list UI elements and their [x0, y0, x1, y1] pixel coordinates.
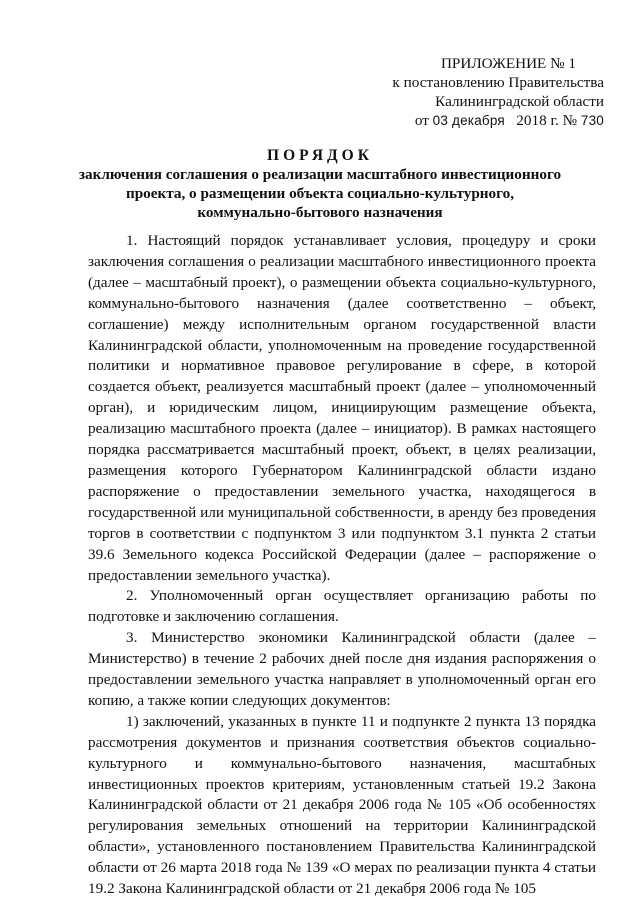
date-value: 03 декабря — [432, 113, 505, 128]
date-prefix: от — [414, 112, 429, 129]
date-year: 2018 г. — [516, 112, 559, 129]
number-prefix: № — [562, 112, 578, 129]
document-heading — [60, 146, 580, 222]
paragraph-3-item-1: 1) заключений, указанных в пункте 11 и подпункте 2 пункта 13 порядка рассмотрения документов и признания соответствия объектов социально-культурного и коммунально-бытового назначения, масштабных инвестиционных проектов критериям, установленным статьей 19.2 Закона Калининградской области от 21 декабря 2006 года № 105 «Об особенностях регулирования земельных отношений на территории Калининградской области», установленного постановлением Правительства Калининградской области от 26 марта 2018 года № 139 «О мерах по реализации пункта 4 статьи 19.2 Закона Калининградской области от 21 декабря 2006 года № 105 — [88, 712, 596, 898]
heading-subtitle-3: коммунально-бытового назначения — [197, 204, 443, 221]
paragraph-1: 1. Настоящий порядок устанавливает условия, процедуру и сроки заключения соглашения о реализации масштабного инвестиционного проекта (далее – масштабный проект), о размещении объекта социально-культурного, коммунально-бытового назначения (далее соответственно – объект, соглашение) между исполнительным органом государственной власти Калининградской области, уполномоченным на проведение государственной политики и нормативное правовое регулирование в сфере, в которой создается объект, реализуется масштабный проект (далее – уполномоченный орган), и юридическим лицом, инициирующим размещение объекта, реализацию масштабного проекта (далее – инициатор). В рамках настоящего порядка рассматривается масштабный проект, объект, в целях реализации, размещения которого Губернатором Калининградской области издано распоряжение о предоставлении земельного участка, находящегося в государственной или муниципальной собственности, в аренду без проведения торгов в соответствии с подпунктом 3 или подпунктом 3.1 пункта 2 статьи 39.6 Земельного кодекса Российской Федерации (далее – распоряжение о предоставлении земельного участка). — [88, 232, 596, 584]
paragraph-2: 2. Уполномоченный орган осуществляет организацию работы по подготовке и заключению соглашения. — [88, 587, 596, 626]
document-body — [88, 231, 596, 900]
appendix-date-line — [354, 111, 604, 130]
number-value: 730 — [580, 113, 604, 128]
appendix-block — [354, 54, 604, 130]
appendix-line-2: Калининградской области — [435, 93, 604, 110]
heading-title: ПОРЯДОК — [267, 147, 373, 164]
heading-subtitle-1: заключения соглашения о реализации масштабного инвестиционного — [78, 166, 562, 183]
heading-subtitle-2: проекта, о размещении объекта социально-культурного, — [125, 185, 515, 202]
appendix-title: ПРИЛОЖЕНИЕ № 1 — [440, 55, 576, 72]
paragraph-3: 3. Министерство экономики Калининградской области (далее – Министерство) в течение 2 рабочих дней после дня издания распоряжения о предоставлении земельного участка направляет в уполномоченный орган его копию, а также копии следующих документов: — [88, 629, 596, 709]
appendix-line-1: к постановлению Правительства — [392, 74, 604, 91]
